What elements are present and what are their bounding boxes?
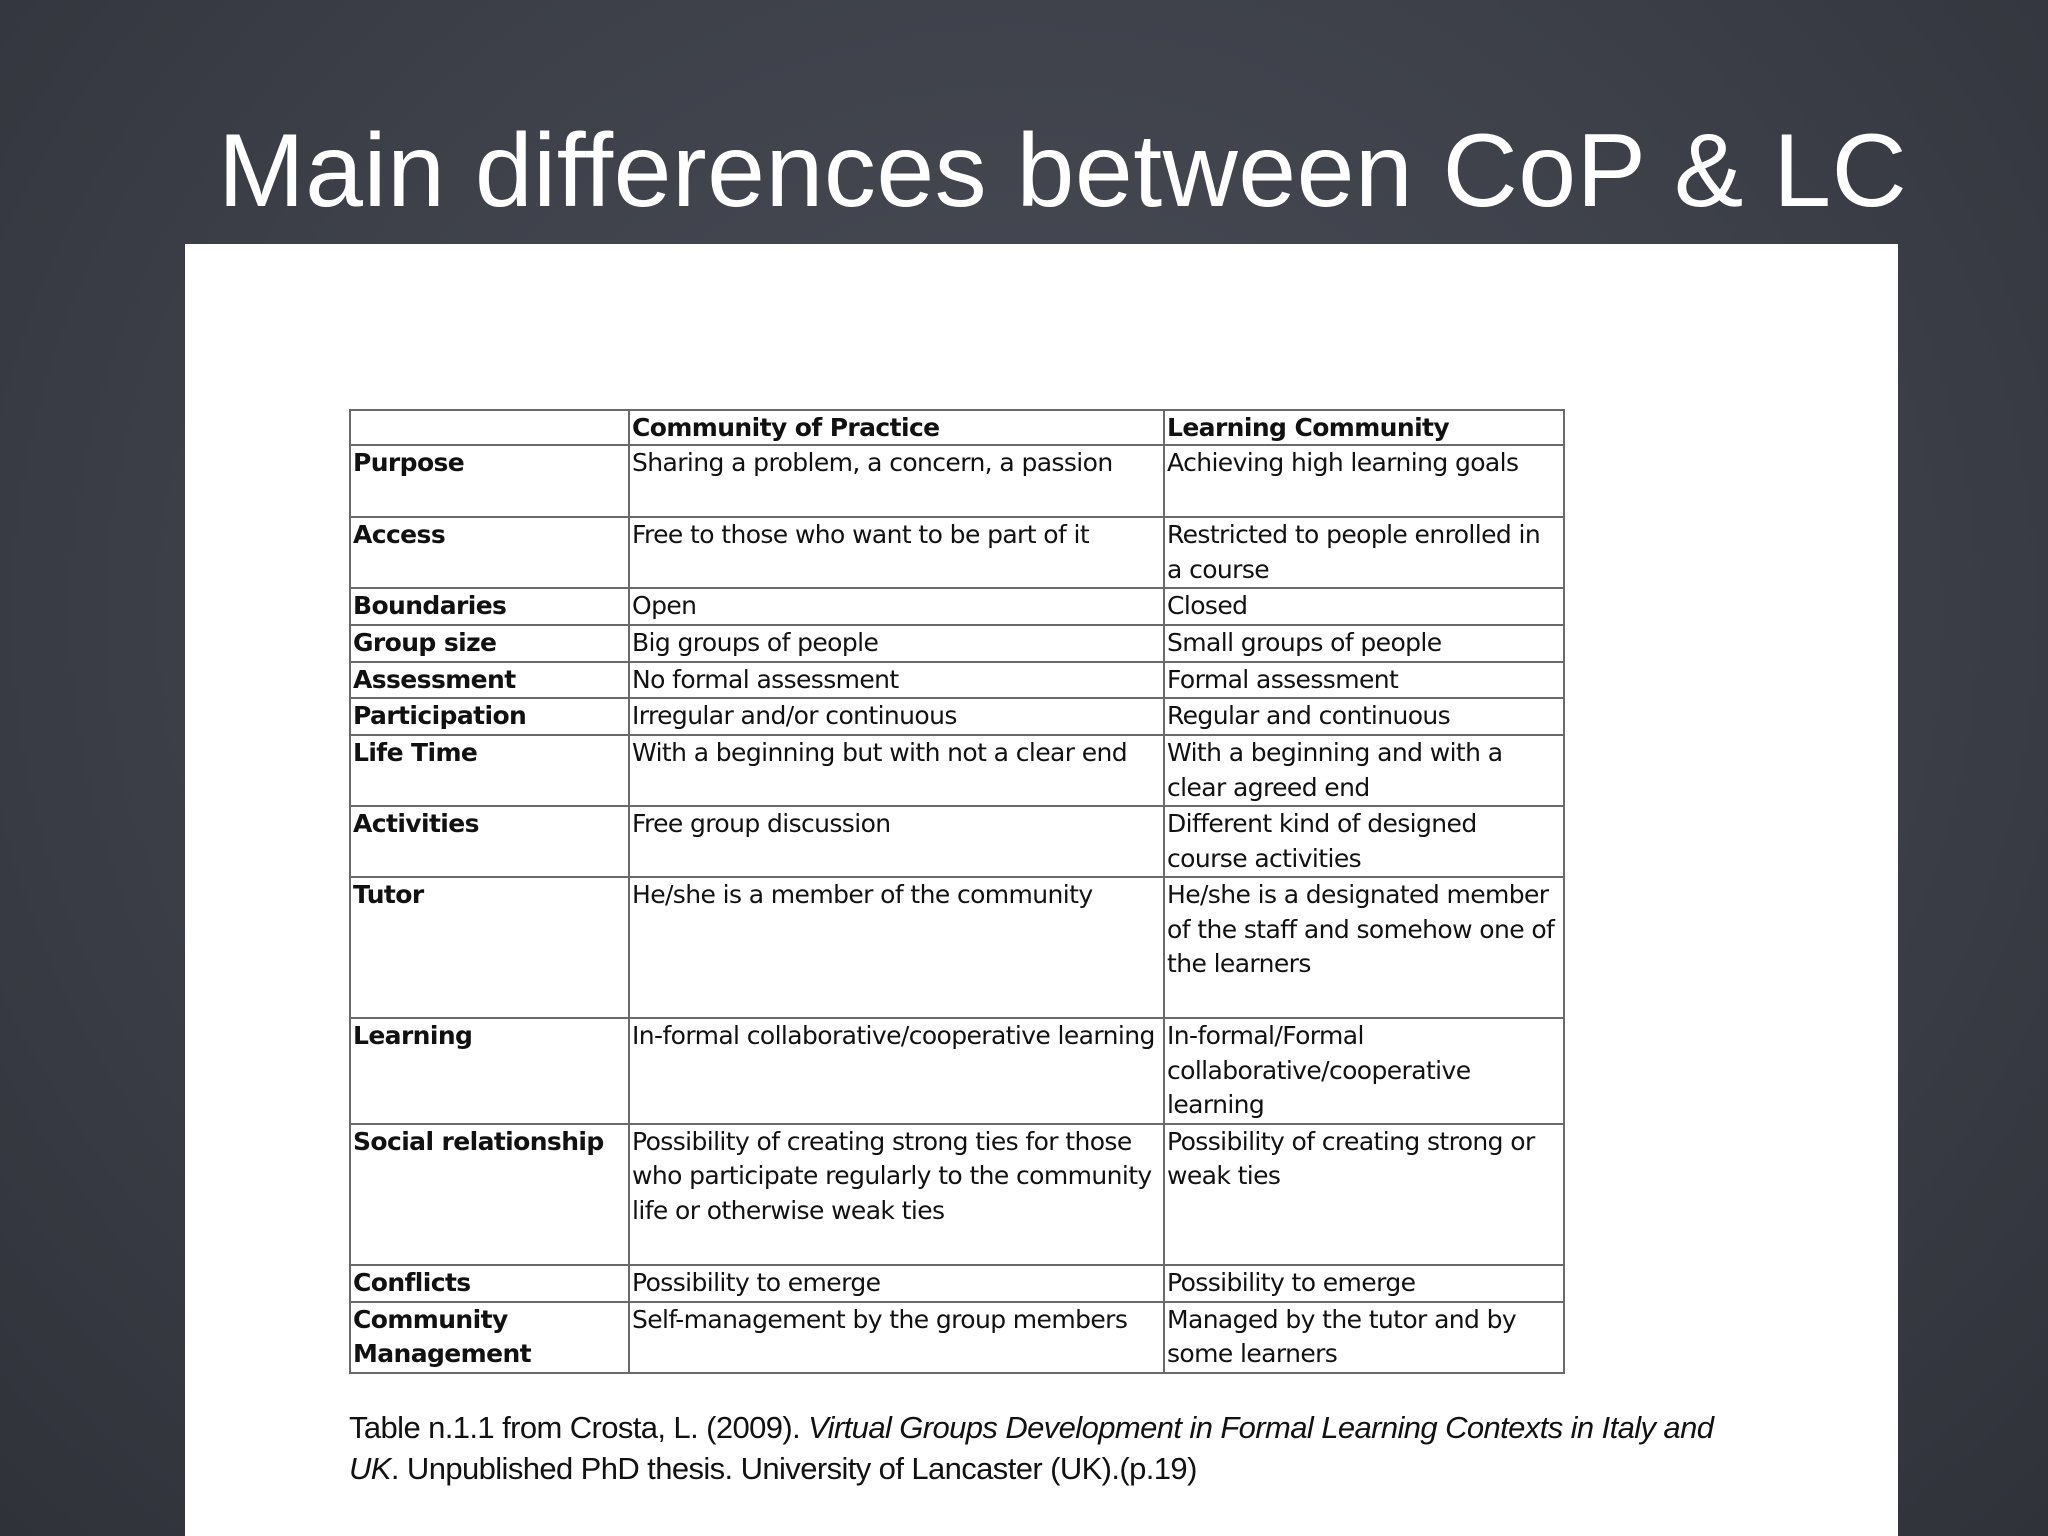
table-row (350, 806, 1564, 877)
table-row (350, 517, 1564, 588)
cop-cell: Big groups of people (629, 625, 1164, 662)
cop-cell: Free to those who want to be part of it (629, 517, 1164, 588)
lc-cell: He/she is a designated member of the staff and somehow one of the learners (1164, 877, 1564, 1018)
lc-cell: Possibility of creating strong or weak ties (1164, 1124, 1564, 1265)
cop-cell: Open (629, 588, 1164, 625)
row-label: Access (350, 517, 629, 588)
cop-cell: Possibility to emerge (629, 1265, 1164, 1302)
caption-suffix: . Unpublished PhD thesis. University of Lancaster (UK).(p.19) (390, 1451, 1197, 1486)
row-label: Tutor (350, 877, 629, 1018)
table-row (350, 588, 1564, 625)
row-label: Social relationship (350, 1124, 629, 1265)
table-row (350, 698, 1564, 735)
row-label: Life Time (350, 735, 629, 806)
lc-cell: Restricted to people enrolled in a course (1164, 517, 1564, 588)
row-label: Conflicts (350, 1265, 629, 1302)
cop-cell: Free group discussion (629, 806, 1164, 877)
cop-cell: He/she is a member of the community (629, 877, 1164, 1018)
table-row (350, 735, 1564, 806)
table-row (350, 625, 1564, 662)
row-label: Participation (350, 698, 629, 735)
document-page (185, 244, 1898, 1536)
cop-cell: In-formal collaborative/cooperative learning (629, 1018, 1164, 1124)
row-label: Purpose (350, 445, 629, 517)
row-label: Assessment (350, 662, 629, 699)
cop-cell: Sharing a problem, a concern, a passion (629, 445, 1164, 517)
table-row (350, 662, 1564, 699)
table-row (350, 1265, 1564, 1302)
header-empty (350, 410, 629, 445)
lc-cell: In-formal/Formal collaborative/cooperative learning (1164, 1018, 1564, 1124)
cop-cell: With a beginning but with not a clear end (629, 735, 1164, 806)
row-label: Community Management (350, 1302, 629, 1373)
row-label: Boundaries (350, 588, 629, 625)
row-label: Activities (350, 806, 629, 877)
row-label: Group size (350, 625, 629, 662)
lc-cell: Closed (1164, 588, 1564, 625)
slide-title: Main differences between CoP & LC (218, 113, 1908, 229)
lc-cell: Different kind of designed course activities (1164, 806, 1564, 877)
table-row (350, 445, 1564, 517)
lc-cell: Small groups of people (1164, 625, 1564, 662)
header-cop: Community of Practice (629, 410, 1164, 445)
lc-cell: Managed by the tutor and by some learners (1164, 1302, 1564, 1373)
caption-prefix: Table n.1.1 from Crosta, L. (2009). (349, 1410, 809, 1445)
lc-cell: Formal assessment (1164, 662, 1564, 699)
table-row (350, 1018, 1564, 1124)
row-label: Learning (350, 1018, 629, 1124)
cop-cell: Self-management by the group members (629, 1302, 1164, 1373)
cop-cell: No formal assessment (629, 662, 1164, 699)
table-row (350, 877, 1564, 1018)
table-caption (349, 1407, 1749, 1489)
lc-cell: Possibility to emerge (1164, 1265, 1564, 1302)
lc-cell: Achieving high learning goals (1164, 445, 1564, 517)
table-row (350, 1302, 1564, 1373)
comparison-table (349, 409, 1565, 1374)
lc-cell: Regular and continuous (1164, 698, 1564, 735)
lc-cell: With a beginning and with a clear agreed end (1164, 735, 1564, 806)
cop-cell: Possibility of creating strong ties for those who participate regularly to the community life or otherwise weak ties (629, 1124, 1164, 1265)
cop-cell: Irregular and/or continuous (629, 698, 1164, 735)
table-row (350, 1124, 1564, 1265)
header-lc: Learning Community (1164, 410, 1564, 445)
table-header-row (350, 410, 1564, 445)
caption-title: Virtual Groups Development in Formal Learning Contexts in Italy and UK (349, 1410, 1714, 1486)
